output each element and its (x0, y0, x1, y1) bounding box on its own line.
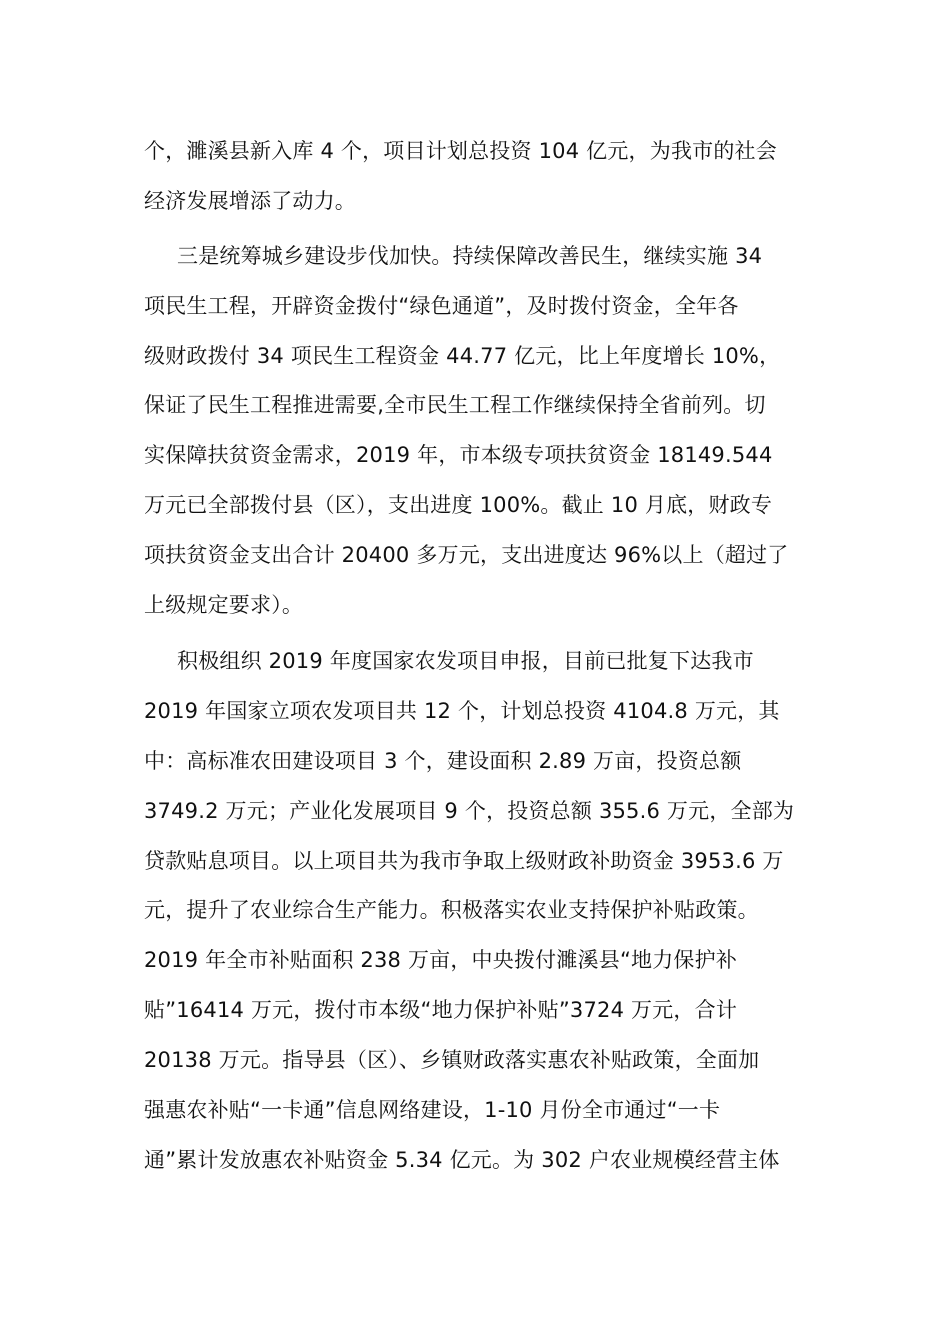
text-line: 贴”16414 万元，拨付市本级“地力保护补贴”3724 万元，合计 (144, 998, 738, 1022)
text-line: 个，濉溪县新入库 4 个，项目计划总投资 104 亿元，为我市的社会 (144, 139, 777, 163)
text-line: 2019 年国家立项农发项目共 12 个，计划总投资 4104.8 万元，其 (144, 699, 780, 723)
text-line: 2019 年全市补贴面积 238 万亩，中央拨付濉溪县“地力保护补 (144, 948, 738, 972)
text-line: 上级规定要求）。 (144, 593, 304, 617)
text-line: 项扶贫资金支出合计 20400 多万元，支出进度达 96%以上（超过了 (144, 543, 789, 567)
text-line: 项民生工程，开辟资金拨付“绿色通道”，及时拨付资金，全年各 (144, 294, 739, 318)
text-line: 保证了民生工程推进需要,全市民生工程工作继续保持全省前列。切 (144, 393, 766, 417)
text-line: 贷款贴息项目。以上项目共为我市争取上级财政补助资金 3953.6 万 (144, 849, 784, 873)
text-line: 20138 万元。指导县（区）、乡镇财政落实惠农补贴政策，全面加 (144, 1048, 760, 1072)
text-line: 通”累计发放惠农补贴资金 5.34 亿元。为 302 户农业规模经营主体 (144, 1148, 780, 1172)
text-line: 经济发展增添了动力。 (144, 189, 356, 213)
text-line: 级财政拨付 34 项民生工程资金 44.77 亿元，比上年度增长 10%， (144, 344, 781, 368)
text-line: 强惠农补贴“一卡通”信息网络建设，1-10 月份全市通过“一卡 (144, 1098, 721, 1122)
text-line: 三是统筹城乡建设步伐加快。持续保障改善民生，继续实施 34 (177, 244, 763, 268)
text-line: 中：高标准农田建设项目 3 个，建设面积 2.89 万亩，投资总额 (144, 749, 742, 773)
text-line: 实保障扶贫资金需求，2019 年，市本级专项扶贫资金 18149.544 (144, 443, 773, 467)
text-line: 元，提升了农业综合生产能力。积极落实农业支持保护补贴政策。 (144, 898, 759, 922)
text-line: 万元已全部拨付县（区），支出进度 100%。截止 10 月底，财政专 (144, 493, 773, 517)
text-line: 积极组织 2019 年度国家农发项目申报，目前已批复下达我市 (177, 649, 754, 673)
text-line: 3749.2 万元；产业化发展项目 9 个，投资总额 355.6 万元，全部为 (144, 799, 795, 823)
